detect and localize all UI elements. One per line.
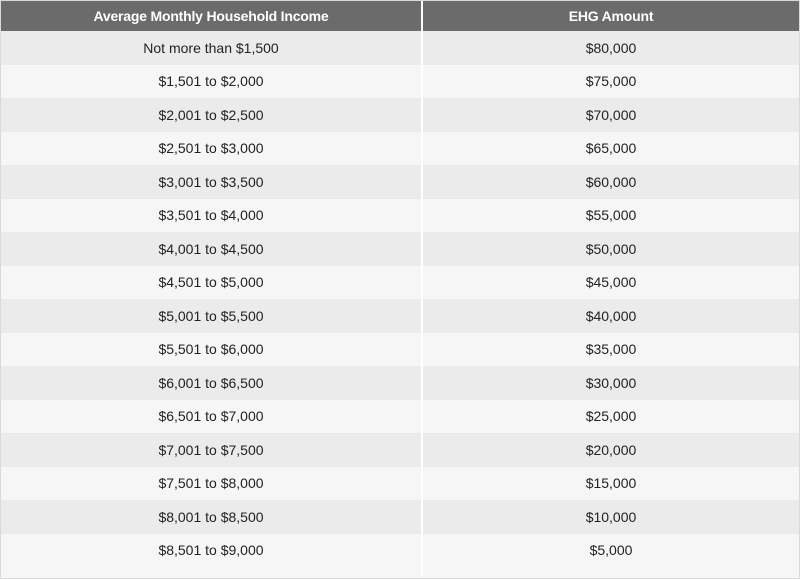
amount-cell: $20,000 (585, 441, 637, 458)
table-row (1, 266, 799, 300)
amount-cell: $50,000 (585, 240, 637, 257)
amount-cell: $40,000 (585, 307, 637, 324)
table-row (1, 65, 799, 99)
income-cell: $4,001 to $4,500 (1, 232, 423, 266)
table-row (1, 299, 799, 333)
income-cell: Not more than $1,500 (1, 31, 423, 65)
table-row (1, 132, 799, 166)
table-row (1, 165, 799, 199)
income-cell: $2,001 to $2,500 (1, 98, 423, 132)
amount-cell: $65,000 (585, 140, 637, 157)
income-cell: $5,501 to $6,000 (1, 333, 423, 367)
amount-cell: $60,000 (585, 173, 637, 190)
amount-cell: $10,000 (585, 508, 637, 525)
income-cell: $7,501 to $8,000 (1, 467, 423, 501)
income-cell: $1,501 to $2,000 (1, 65, 423, 99)
amount-cell: $15,000 (585, 475, 637, 492)
table-row (1, 366, 799, 400)
income-cell: $8,001 to $8,500 (1, 500, 423, 534)
amount-cell: $80,000 (585, 39, 637, 56)
income-cell: $3,001 to $3,500 (1, 165, 423, 199)
header-amount: EHG Amount (568, 8, 654, 24)
table-row (1, 500, 799, 534)
amount-cell: $45,000 (585, 274, 637, 291)
income-cell: $6,001 to $6,500 (1, 366, 423, 400)
amount-cell: $35,000 (585, 341, 637, 358)
amount-cell: $55,000 (585, 207, 637, 224)
amount-cell: $70,000 (585, 106, 637, 123)
income-cell: $2,501 to $3,000 (1, 132, 423, 166)
amount-cell: $30,000 (585, 374, 637, 391)
income-cell: $6,501 to $7,000 (1, 400, 423, 434)
table-row (1, 534, 799, 576)
table-row (1, 31, 799, 65)
income-cell: $3,501 to $4,000 (1, 199, 423, 233)
table-row (1, 199, 799, 233)
amount-cell: $75,000 (585, 73, 637, 90)
table-row (1, 98, 799, 132)
income-cell: $7,001 to $7,500 (1, 433, 423, 467)
income-cell: $8,501 to $9,000 (1, 534, 423, 576)
table-row (1, 333, 799, 367)
table-body (1, 31, 799, 576)
income-cell: $5,001 to $5,500 (1, 299, 423, 333)
amount-cell: $25,000 (585, 408, 637, 425)
header-income: Average Monthly Household Income (1, 1, 423, 31)
table-row (1, 433, 799, 467)
income-cell: $4,501 to $5,000 (1, 266, 423, 300)
table-row (1, 467, 799, 501)
amount-cell: $5,000 (589, 541, 633, 558)
table-row (1, 232, 799, 266)
table-row (1, 400, 799, 434)
table-header-row (1, 1, 799, 31)
